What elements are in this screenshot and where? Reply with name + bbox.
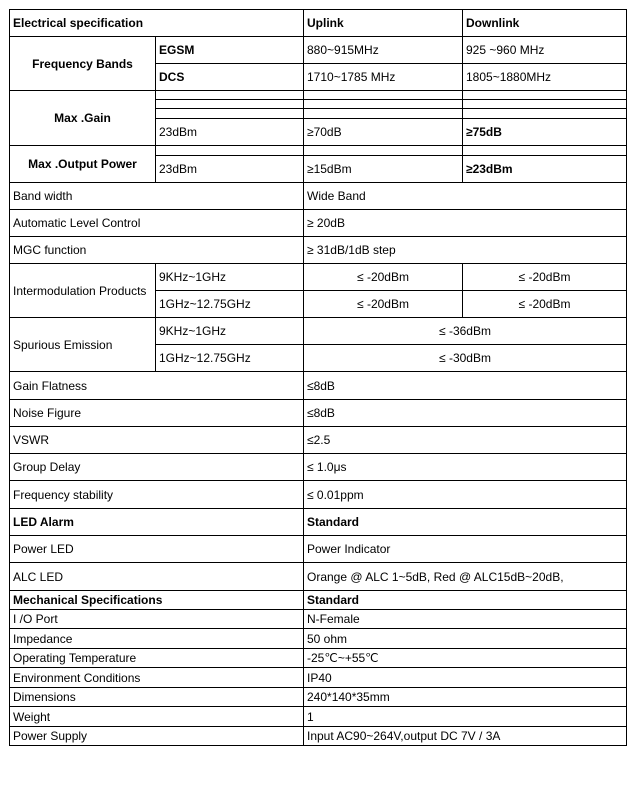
table-row (10, 37, 627, 64)
max-output-downlink: ≥23dBm (463, 156, 627, 183)
noise-figure-value: ≤8dB (304, 400, 627, 427)
divider-cell (304, 146, 463, 156)
intermod-range-1: 9KHz~1GHz (156, 264, 304, 291)
table-row (10, 536, 627, 563)
table-row (10, 481, 627, 509)
table-row (10, 563, 627, 591)
alc-value: ≥ 20dB (304, 210, 627, 237)
divider-cell (156, 146, 304, 156)
gain-flatness-value: ≤8dB (304, 372, 627, 400)
op-temp-value: -25℃~+55℃ (304, 649, 627, 668)
mechanical-label: Mechanical Specifications (10, 591, 304, 610)
vswr-value: ≤2.5 (304, 427, 627, 454)
table-row (10, 509, 627, 536)
mgc-label: MGC function (10, 237, 304, 264)
intermod-downlink-2: ≤ -20dBm (463, 291, 627, 318)
power-supply-value: Input AC90~264V,output DC 7V / 3A (304, 727, 627, 746)
dcs-uplink: 1710~1785 MHz (304, 64, 463, 91)
spurious-label: Spurious Emission (10, 318, 156, 372)
io-port-value: N-Female (304, 610, 627, 629)
table-row (10, 649, 627, 668)
header-downlink: Downlink (463, 10, 627, 37)
led-alarm-value: Standard (304, 509, 627, 536)
gain-flatness-label: Gain Flatness (10, 372, 304, 400)
spurious-range-2: 1GHz~12.75GHz (156, 345, 304, 372)
alc-led-label: ALC LED (10, 563, 304, 591)
max-gain-uplink: ≥70dB (304, 119, 463, 146)
table-header-row (10, 10, 627, 37)
alc-led-value: Orange @ ALC 1~5dB, Red @ ALC15dB~20dB, (304, 563, 627, 591)
table-row (10, 454, 627, 481)
max-output-col2: 23dBm (156, 156, 304, 183)
mechanical-value: Standard (304, 591, 627, 610)
group-delay-value: ≤ 1.0μs (304, 454, 627, 481)
frequency-bands-label: Frequency Bands (10, 37, 156, 91)
table-row (10, 668, 627, 688)
table-row (10, 629, 627, 649)
alc-label: Automatic Level Control (10, 210, 304, 237)
intermod-uplink-2: ≤ -20dBm (304, 291, 463, 318)
table-row (10, 318, 627, 345)
table-row (10, 183, 627, 210)
divider-cell (463, 146, 627, 156)
intermod-uplink-1: ≤ -20dBm (304, 264, 463, 291)
op-temp-label: Operating Temperature (10, 649, 304, 668)
freq-stability-label: Frequency stability (10, 481, 304, 509)
band-width-label: Band width (10, 183, 304, 210)
table-row (10, 591, 627, 610)
intermod-range-2: 1GHz~12.75GHz (156, 291, 304, 318)
table-row (10, 610, 627, 629)
table-row (10, 91, 627, 119)
max-output-uplink: ≥15dBm (304, 156, 463, 183)
table-row (10, 146, 627, 156)
dimensions-label: Dimensions (10, 688, 304, 707)
impedance-value: 50 ohm (304, 629, 627, 649)
table-row (10, 707, 627, 727)
weight-value: 1 (304, 707, 627, 727)
freq-stability-value: ≤ 0.01ppm (304, 481, 627, 509)
table-row (10, 400, 627, 427)
max-gain-col2: 23dBm (156, 119, 304, 146)
spurious-value-2: ≤ -30dBm (304, 345, 627, 372)
dimensions-value: 240*140*35mm (304, 688, 627, 707)
dcs-label: DCS (156, 64, 304, 91)
egsm-uplink: 880~915MHz (304, 37, 463, 64)
header-spec: Electrical specification (10, 10, 304, 37)
spec-table (9, 9, 627, 746)
divider-cell (463, 91, 627, 119)
table-row (10, 427, 627, 454)
intermod-label: Intermodulation Products (10, 264, 156, 318)
divider-cell (156, 91, 304, 119)
egsm-label: EGSM (156, 37, 304, 64)
group-delay-label: Group Delay (10, 454, 304, 481)
power-led-label: Power LED (10, 536, 304, 563)
max-gain-label: Max .Gain (10, 91, 156, 146)
table-row (10, 210, 627, 237)
mgc-value: ≥ 31dB/1dB step (304, 237, 627, 264)
power-supply-label: Power Supply (10, 727, 304, 746)
table-row (10, 688, 627, 707)
divider-cell (304, 91, 463, 119)
band-width-value: Wide Band (304, 183, 627, 210)
io-port-label: I /O Port (10, 610, 304, 629)
max-output-label: Max .Output Power (10, 146, 156, 183)
table-row (10, 264, 627, 291)
env-label: Environment Conditions (10, 668, 304, 688)
env-value: IP40 (304, 668, 627, 688)
table-row (10, 727, 627, 746)
max-gain-downlink: ≥75dB (463, 119, 627, 146)
spurious-value-1: ≤ -36dBm (304, 318, 627, 345)
impedance-label: Impedance (10, 629, 304, 649)
table-row (10, 372, 627, 400)
vswr-label: VSWR (10, 427, 304, 454)
spurious-range-1: 9KHz~1GHz (156, 318, 304, 345)
egsm-downlink: 925 ~960 MHz (463, 37, 627, 64)
noise-figure-label: Noise Figure (10, 400, 304, 427)
weight-label: Weight (10, 707, 304, 727)
header-uplink: Uplink (304, 10, 463, 37)
power-led-value: Power Indicator (304, 536, 627, 563)
dcs-downlink: 1805~1880MHz (463, 64, 627, 91)
intermod-downlink-1: ≤ -20dBm (463, 264, 627, 291)
led-alarm-label: LED Alarm (10, 509, 304, 536)
table-row (10, 237, 627, 264)
